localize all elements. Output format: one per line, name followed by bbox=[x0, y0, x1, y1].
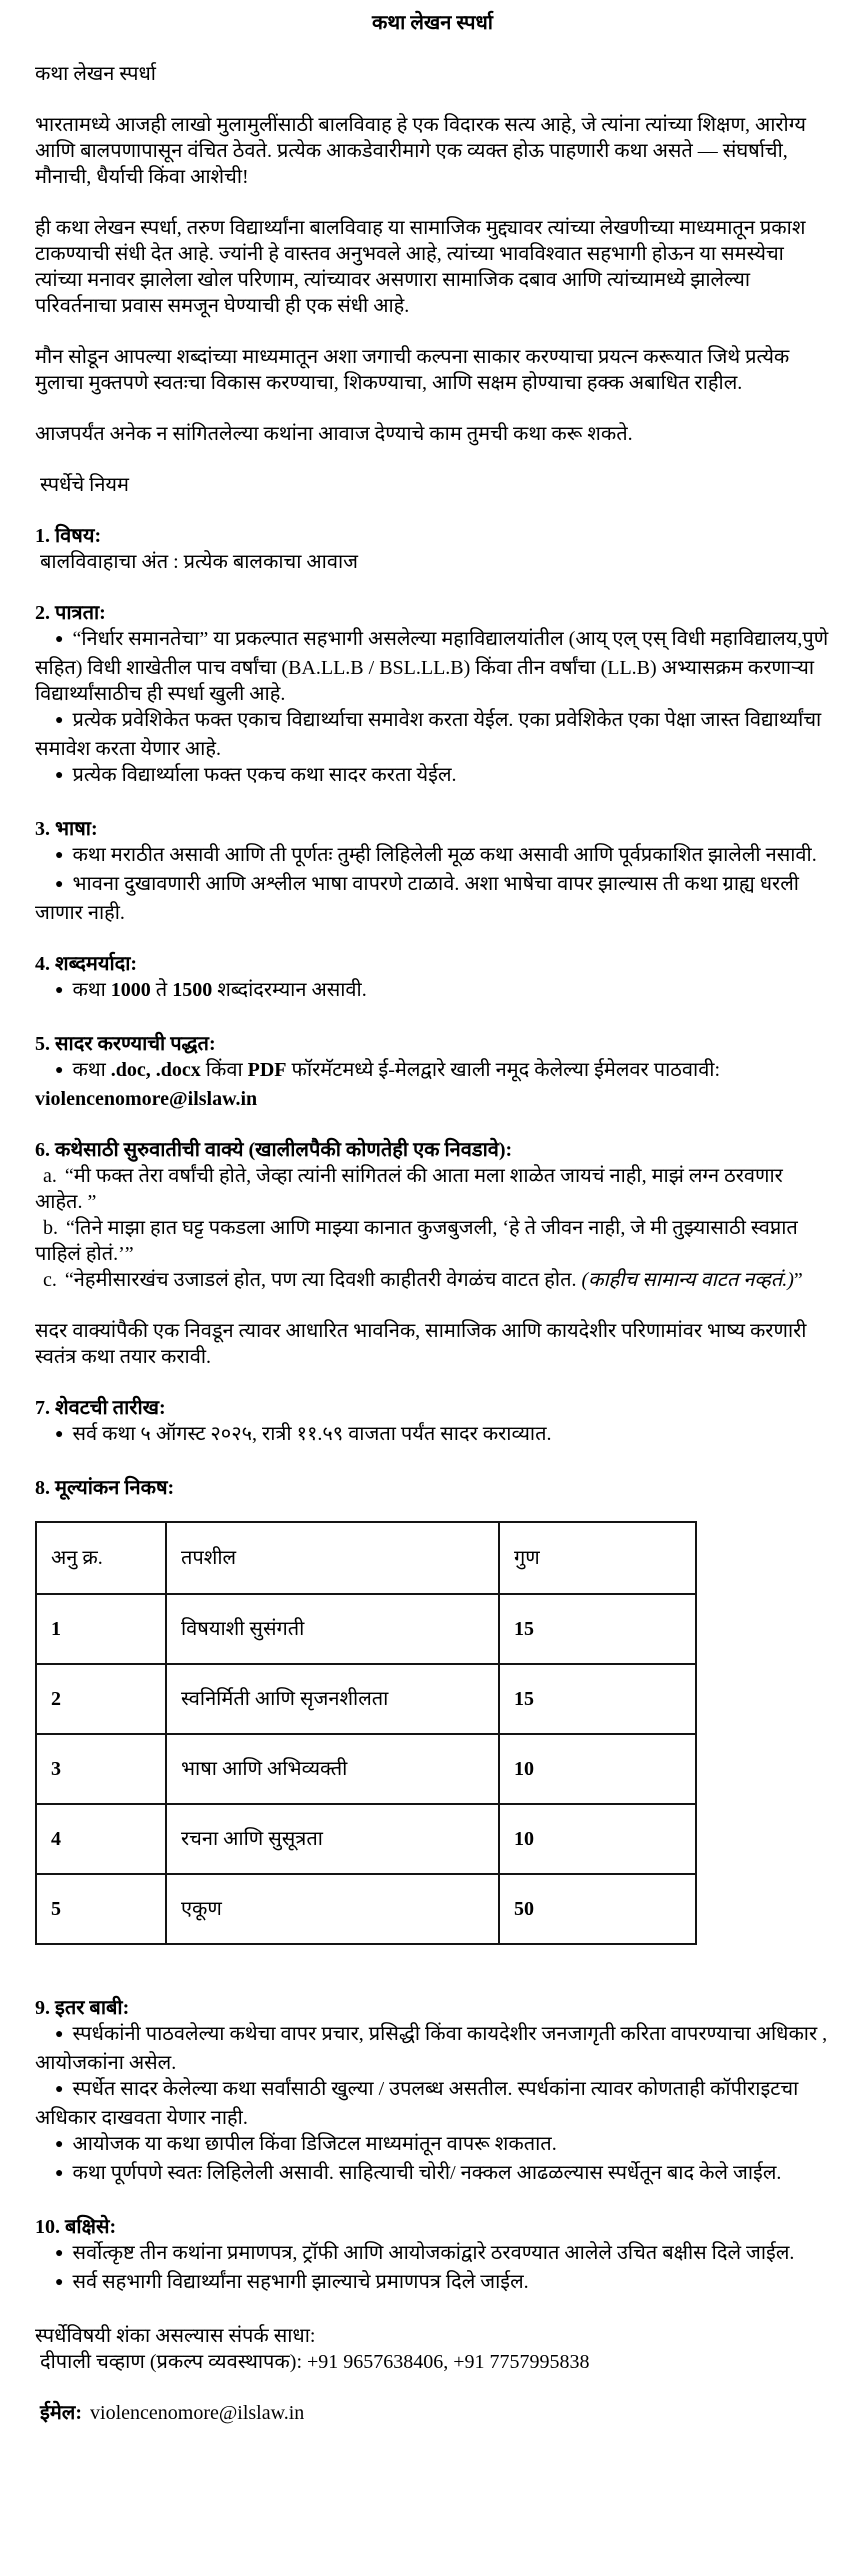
list-item bbox=[35, 2160, 830, 2189]
cell-detail: विषयाशी सुसंगती bbox=[166, 1594, 499, 1664]
cell-marks: 15 bbox=[499, 1664, 696, 1734]
cell-serial: 3 bbox=[36, 1734, 166, 1804]
list-item-text: ते bbox=[150, 979, 173, 1001]
intro-paragraph-4 bbox=[35, 421, 830, 447]
bullet-icon: ● bbox=[55, 768, 64, 783]
section-heading: 6. कथेसाठी सुरुवातीची वाक्ये (खालीलपैकी कोणतेही एक निवडावे): bbox=[35, 1139, 513, 1161]
list-item bbox=[35, 2240, 830, 2269]
option-c-text: “नेहमीसारखंच उजाडलं होत, पण त्या दिवशी काहीतरी वेगळंच वाटत होत. bbox=[64, 1269, 582, 1291]
list-item-text: कथा bbox=[72, 1059, 111, 1081]
word-limit-min: 1000 bbox=[110, 979, 151, 1001]
section-submission bbox=[35, 1031, 830, 1112]
cell-detail: स्वनिर्मिती आणि सृजनशीलता bbox=[166, 1664, 499, 1734]
section-word-limit bbox=[35, 951, 830, 1006]
paragraph-text: भारतामध्ये आजही लाखो मुलामुलींसाठी बालविवाह हे एक विदारक सत्य आहे, जे त्यांना त्यांच्या शिक्षण, आरोग्य आणि बालपणापासून वंचित ठेवते. प्रत्येक आकडेवारीमागे एक व्यक्त होऊ पाहणारी कथा असते — संघर्षाची, मौनाची, धैर्याची किंवा आशेची! bbox=[35, 114, 806, 188]
table-row bbox=[36, 1804, 696, 1874]
document-subtitle: कथा लेखन स्पर्धा bbox=[35, 63, 156, 85]
option-c-text-end: ” bbox=[793, 1269, 803, 1291]
contact-email-line bbox=[35, 2400, 830, 2426]
rules-heading: स्पर्धेचे नियम bbox=[40, 474, 129, 496]
col-header-marks: गुण bbox=[499, 1522, 696, 1594]
cell-serial: 4 bbox=[36, 1804, 166, 1874]
contact-heading: स्पर्धेविषयी शंका असल्यास संपर्क साधा: bbox=[35, 2325, 316, 2347]
bullet-icon: ● bbox=[55, 713, 64, 728]
opening-lines-note bbox=[35, 1318, 830, 1370]
intro-paragraph-1 bbox=[35, 112, 830, 190]
table-row bbox=[36, 1664, 696, 1734]
contact-person-line: दीपाली चव्हाण (प्रकल्प व्यवस्थापक): +91 9657638406, +91 7757995838 bbox=[40, 2351, 590, 2373]
list-item bbox=[35, 2021, 830, 2076]
option-b bbox=[35, 1215, 830, 1267]
list-item bbox=[35, 1057, 830, 1086]
list-item-text: कथा मराठीत असावी आणि ती पूर्णतः तुम्ही लिहिलेली मूळ कथा असावी आणि पूर्वप्रकाशित झालेली नसावी. bbox=[72, 844, 817, 866]
option-c-label: c. bbox=[43, 1269, 57, 1291]
section-topic bbox=[35, 523, 830, 575]
bullet-icon: ● bbox=[55, 1063, 64, 1078]
cell-serial: 2 bbox=[36, 1664, 166, 1734]
list-item-text: भावना दुखावणारी आणि अश्लील भाषा वापरणे टाळावे. अशा भाषेचा वापर झाल्यास ती कथा ग्राह्य धरली जाणार नाही. bbox=[35, 873, 799, 924]
table-header-row bbox=[36, 1522, 696, 1594]
bullet-icon: ● bbox=[55, 2137, 64, 2152]
cell-detail: भाषा आणि अभिव्यक्ती bbox=[166, 1734, 499, 1804]
list-item-text: सर्व कथा ५ ऑगस्ट २०२५, रात्री ११.५९ वाजता पर्यंत सादर कराव्यात. bbox=[72, 1423, 552, 1445]
cell-detail: एकूण bbox=[166, 1874, 499, 1944]
paragraph-text: मौन सोडून आपल्या शब्दांच्या माध्यमातून अशा जगाची कल्पना साकार करण्याचा प्रयत्न करूयात जिथे प्रत्येक मुलाचा मुक्तपणे स्वतःचा विकास करण्याचा, शिकण्याचा, आणि सक्षम होण्याचा हक्क अबाधित राहील. bbox=[35, 346, 790, 394]
bullet-icon: ● bbox=[55, 632, 64, 647]
list-item bbox=[35, 1421, 830, 1450]
section-language bbox=[35, 816, 830, 926]
list-item bbox=[35, 2269, 830, 2298]
section-heading: 8. मूल्यांकन निकष: bbox=[35, 1477, 175, 1499]
cell-detail: रचना आणि सुसूत्रता bbox=[166, 1804, 499, 1874]
section-heading: 4. शब्दमर्यादा: bbox=[35, 953, 138, 975]
bullet-icon: ● bbox=[55, 1427, 64, 1442]
list-item-text: सर्वोत्कृष्ट तीन कथांना प्रमाणपत्र, ट्रॉफी आणि आयोजकांद्वारे ठरवण्यात आलेले उचित बक्षीस दिले जाईल. bbox=[72, 2242, 795, 2264]
list-item-text: कथा bbox=[72, 979, 111, 1001]
bullet-icon: ● bbox=[55, 2027, 64, 2042]
cell-marks: 10 bbox=[499, 1734, 696, 1804]
intro-paragraph-2 bbox=[35, 215, 830, 319]
section-heading: 1. विषय: bbox=[35, 525, 102, 547]
paragraph-text: सदर वाक्यांपैकी एक निवडून त्यावर आधारित भावनिक, सामाजिक आणि कायदेशीर परिणामांवर भाष्य करणारी स्वतंत्र कथा तयार करावी. bbox=[35, 1320, 807, 1368]
cell-marks: 15 bbox=[499, 1594, 696, 1664]
list-item-text: फॉरमॅटमध्ये ई-मेलद्वारे खाली नमूद केलेल्या ईमेलवर पाठवावी: bbox=[286, 1059, 721, 1081]
section-eligibility bbox=[35, 600, 830, 791]
cell-marks: 10 bbox=[499, 1804, 696, 1874]
list-item bbox=[35, 707, 830, 762]
submission-email: violencenomore@ilslaw.in bbox=[35, 1088, 258, 1110]
option-b-text: “तिने माझा हात घट्ट पकडला आणि माझ्या कानात कुजबुजली, ‘हे ते जीवन नाही, जे मी तुझ्यासाठी स्वप्नात पाहिलं होतं.’” bbox=[35, 1217, 798, 1265]
section-heading: 9. इतर बाबी: bbox=[35, 1997, 130, 2019]
list-item bbox=[35, 2076, 830, 2131]
section-text: बालविवाहाचा अंत : प्रत्येक बालकाचा आवाज bbox=[40, 551, 358, 573]
list-item-text: स्पर्धकांनी पाठवलेल्या कथेचा वापर प्रचार, प्रसिद्धी किंवा कायदेशीर जनजागृती करिता वापरण्याचा अधिकार , आयोजकांना असेल. bbox=[35, 2023, 828, 2074]
list-item-text: “निर्धार समानतेचा” या प्रकल्पात सहभागी असलेल्या महाविद्यालयांतील (आय् एल् एस् विधी महाविद्यालय,पुणे सहित) विधी शाखेतील पाच वर्षांचा (BA.LL.B / BSL.LL.B) किंवा तीन वर्षांचा (LL.B) अभ्यासक्रम करणाऱ्या विद्यार्थ्यांसाठीच ही स्पर्धा खुली आहे. bbox=[35, 628, 829, 705]
subtitle-block bbox=[35, 61, 830, 87]
file-format-doc: .doc, .docx bbox=[110, 1059, 201, 1081]
section-heading: 5. सादर करण्याची पद्धत: bbox=[35, 1033, 216, 1055]
list-item-text: किंवा bbox=[200, 1059, 248, 1081]
list-item bbox=[35, 871, 830, 926]
list-item bbox=[35, 762, 830, 791]
paragraph-text: आजपर्यंत अनेक न सांगितलेल्या कथांना आवाज देण्याचे काम तुमची कथा करू शकते. bbox=[35, 423, 633, 445]
bullet-icon: ● bbox=[55, 2275, 64, 2290]
section-heading: 7. शेवटची तारीख: bbox=[35, 1397, 166, 1419]
document-title: कथा लेखन स्पर्धा bbox=[372, 12, 493, 34]
option-a-label: a. bbox=[43, 1165, 57, 1187]
evaluation-table bbox=[35, 1521, 697, 1945]
email-address: violencenomore@ilslaw.in bbox=[90, 2402, 305, 2424]
table-row bbox=[36, 1594, 696, 1664]
section-opening-lines bbox=[35, 1137, 830, 1293]
paragraph-text: ही कथा लेखन स्पर्धा, तरुण विद्यार्थ्यांना बालविवाह या सामाजिक मुद्द्यावर त्यांच्या लेखणीच्या माध्यमातून प्रकाश टाकण्याची संधी देत आहे. ज्यांनी हे वास्तव अनुभवले आहे, त्यांच्या भावविश्वात सहभागी होऊन या समस्येचा त्यांच्या मनावर झालेला खोल परिणाम, त्यांच्यावर असणारा सामाजिक दबाव आणि त्यांच्यामध्ये झालेल्या परिवर्तनाचा प्रवास समजून घेण्याची ही एक संधी आहे. bbox=[35, 217, 806, 317]
bullet-icon: ● bbox=[55, 983, 64, 998]
cell-serial: 1 bbox=[36, 1594, 166, 1664]
contact-email-block bbox=[35, 2400, 830, 2426]
col-header-detail: तपशील bbox=[166, 1522, 499, 1594]
email-label: ईमेल: bbox=[40, 2402, 83, 2424]
option-c bbox=[35, 1267, 830, 1293]
list-item-text: आयोजक या कथा छापील किंवा डिजिटल माध्यमांतून वापरू शकतात. bbox=[72, 2133, 557, 2155]
file-format-pdf: PDF bbox=[247, 1059, 287, 1081]
col-header-serial: अनु क्र. bbox=[36, 1522, 166, 1594]
option-a-text: “मी फक्त तेरा वर्षांची होते, जेव्हा त्यांनी सांगितलं की आता मला शाळेत जायचं नाही, माझं लग्न ठरवणार आहेत. ” bbox=[35, 1165, 783, 1213]
section-evaluation bbox=[35, 1475, 830, 1945]
table-row bbox=[36, 1874, 696, 1944]
list-item-text: प्रत्येक प्रवेशिकेत फक्त एकाच विद्यार्थ्याचा समावेश करता येईल. एका प्रवेशिकेत एका पेक्षा जास्त विद्यार्थ्यांचा समावेश करता येणार आहे. bbox=[35, 709, 822, 760]
bullet-icon: ● bbox=[55, 848, 64, 863]
section-prizes bbox=[35, 2214, 830, 2298]
contact-block bbox=[35, 2323, 830, 2375]
option-c-italic-text: (काहीच सामान्य वाटत नव्हतं.) bbox=[581, 1269, 794, 1291]
list-item-text: कथा पूर्णपणे स्वतः लिहिलेली असावी. साहित्याची चोरी/ नक्कल आढळल्यास स्पर्धेतून बाद केले जाईल. bbox=[72, 2162, 782, 2184]
list-item bbox=[35, 842, 830, 871]
bullet-icon: ● bbox=[55, 2166, 64, 2181]
section-other-terms bbox=[35, 1995, 830, 2189]
list-item-text: प्रत्येक विद्यार्थ्याला फक्त एकच कथा सादर करता येईल. bbox=[72, 764, 457, 786]
list-item-text: स्पर्धेत सादर केलेल्या कथा सर्वांसाठी खुल्या / उपलब्ध असतील. स्पर्धकांना त्यावर कोणताही कॉपीराइटचा अधिकार दाखवता येणार नाही. bbox=[35, 2078, 799, 2129]
bullet-icon: ● bbox=[55, 2246, 64, 2261]
list-item-text: शब्दांदरम्यान असावी. bbox=[212, 979, 367, 1001]
option-a bbox=[35, 1163, 830, 1215]
list-item-text: सर्व सहभागी विद्यार्थ्यांना सहभागी झाल्याचे प्रमाणपत्र दिले जाईल. bbox=[72, 2271, 529, 2293]
evaluation-table-wrap bbox=[35, 1521, 830, 1945]
table-row bbox=[36, 1734, 696, 1804]
option-b-label: b. bbox=[43, 1217, 58, 1239]
section-heading: 3. भाषा: bbox=[35, 818, 98, 840]
list-item bbox=[35, 2131, 830, 2160]
word-limit-max: 1500 bbox=[172, 979, 213, 1001]
list-item bbox=[35, 626, 830, 707]
cell-serial: 5 bbox=[36, 1874, 166, 1944]
cell-marks: 50 bbox=[499, 1874, 696, 1944]
section-heading: 10. बक्षिसे: bbox=[35, 2216, 117, 2238]
rules-heading-block bbox=[35, 472, 830, 498]
bullet-icon: ● bbox=[55, 2082, 64, 2097]
list-item bbox=[35, 977, 830, 1006]
intro-paragraph-3 bbox=[35, 344, 830, 396]
section-deadline bbox=[35, 1395, 830, 1450]
section-heading: 2. पात्रता: bbox=[35, 602, 106, 624]
bullet-icon: ● bbox=[55, 877, 64, 892]
